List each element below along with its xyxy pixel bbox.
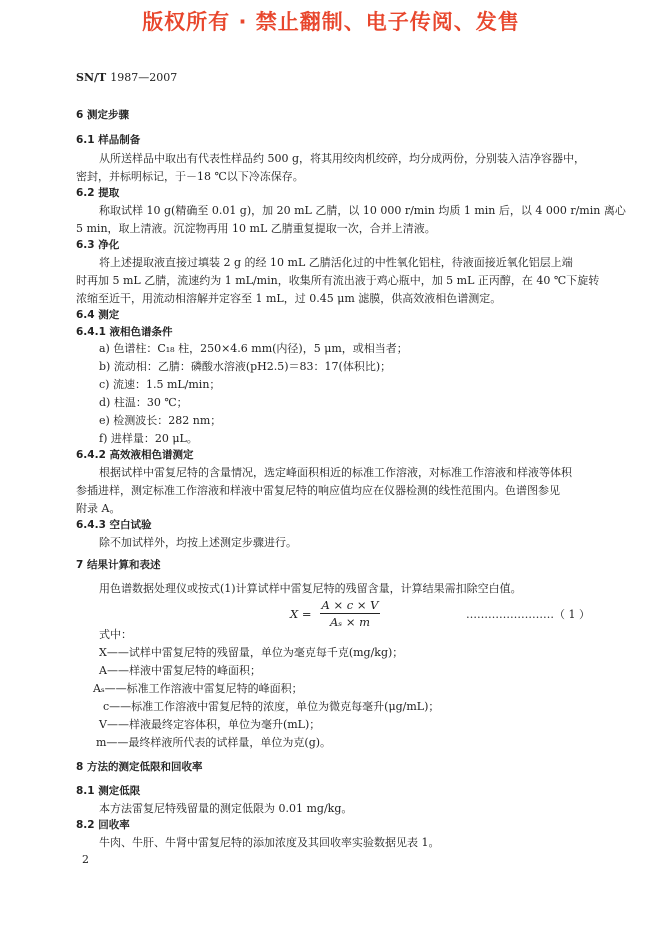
fraction-bar (320, 613, 380, 614)
paragraph-line: 将上述提取液直接过填装 2 g 的经 10 mL 乙腈活化过的中性氧化铝柱，待液面接近氧化铝层上端 (99, 256, 573, 269)
standard-prefix: SN/T (76, 71, 107, 84)
heading-6-4-2: 6.4.2 高效液相色谱测定 (76, 449, 194, 461)
standard-code (76, 71, 177, 84)
paragraph-line: 浓缩至近干，用流动相溶解并定容至 1 mL，过 0.45 μm 滤膜，供高效液相色谱测定。 (76, 292, 502, 305)
heading-6-1: 6.1 样品制备 (76, 134, 141, 146)
heading-6-4: 6.4 测定 (76, 309, 120, 321)
paragraph-line: 用色谱数据处理仪或按式(1)计算试样中雷复尼特的残留含量，计算结果需扣除空白值。 (99, 582, 522, 595)
heading-6-2: 6.2 提取 (76, 187, 120, 199)
heading-8-2: 8.2 回收率 (76, 819, 130, 831)
heading-7: 7 结果计算和表述 (76, 559, 161, 571)
paragraph-line: 本方法雷复尼特残留量的测定低限为 0.01 mg/kg。 (99, 802, 353, 815)
standard-year: 1987—2007 (110, 71, 178, 84)
heading-8-1: 8.1 测定低限 (76, 785, 141, 797)
variable-definition: X——试样中雷复尼特的残留量，单位为毫克每千克(mg/kg)； (99, 646, 404, 659)
heading-6: 6 测定步骤 (76, 109, 129, 121)
heading-6-4-1: 6.4.1 液相色谱条件 (76, 326, 173, 338)
paragraph-line: 称取试样 10 g(精确至 0.01 g)，加 20 mL 乙腈，以 10 000 r/min 均质 1 min 后，以 4 000 r/min 离心 (99, 204, 626, 217)
variable-definition: c——标准工作溶液中雷复尼特的浓度，单位为微克每毫升(μg/mL)； (103, 700, 440, 713)
paragraph-line: 密封，并标明标记，于－18 ℃以下冷冻保存。 (76, 170, 304, 183)
heading-8: 8 方法的测定低限和回收率 (76, 761, 203, 773)
formula-1 (290, 598, 400, 630)
list-item: a) 色谱柱：C₁₈ 柱，250×4.6 mm(内径)，5 μm，或相当者； (99, 342, 408, 355)
variable-definition: A——样液中雷复尼特的峰面积； (99, 664, 261, 677)
paragraph-line: 参插进样，测定标准工作溶液和样液中雷复尼特的响应值均应在仪器检测的线性范围内。色谱图参见 (76, 484, 560, 497)
equation-number: ……………………（ 1 ） (466, 608, 590, 621)
watermark-banner: 版权所有 · 禁止翻制、电子传阅、发售 (142, 10, 520, 34)
list-item: d) 柱温：30 ℃； (99, 396, 188, 409)
formula-lhs: X = (290, 607, 312, 621)
variable-definition: m——最终样液所代表的试样量，单位为克(g)。 (96, 736, 332, 749)
formula-denominator: Aₛ × m (329, 615, 371, 629)
list-item: e) 检测波长：282 nm； (99, 414, 222, 427)
list-item: f) 进样量：20 μL。 (99, 432, 198, 445)
variable-definition: V——样液最终定容体积，单位为毫升(mL)； (99, 718, 321, 731)
heading-6-4-3: 6.4.3 空白试验 (76, 519, 152, 531)
paragraph-line: 从所送样品中取出有代表性样品约 500 g，将其用绞肉机绞碎，均分成两份，分别装入洁净容器中， (99, 152, 586, 165)
heading-6-3: 6.3 净化 (76, 239, 120, 251)
variable-definition: Aₛ——标准工作溶液中雷复尼特的峰面积； (93, 682, 303, 695)
list-item: b) 流动相：乙腈：磷酸水溶液(pH2.5)＝83：17(体积比)； (99, 360, 392, 373)
paragraph-line: 根据试样中雷复尼特的含量情况，选定峰面积相近的标准工作溶液，对标准工作溶液和样液等体积 (99, 466, 572, 479)
page-number: 2 (82, 853, 89, 866)
where-label: 式中： (99, 628, 132, 641)
paragraph-line: 牛肉、牛肝、牛肾中雷复尼特的添加浓度及其回收率实验数据见表 1。 (99, 836, 440, 849)
paragraph-line: 5 min，取上清液。沉淀物再用 10 mL 乙腈重复提取一次，合并上清液。 (76, 222, 436, 235)
paragraph-line: 时再加 5 mL 乙腈，流速约为 1 mL/min，收集所有流出液于鸡心瓶中，加 5 mL 正丙醇，在 40 ℃下旋转 (76, 274, 600, 287)
paragraph-line: 除不加试样外，均按上述测定步骤进行。 (99, 536, 297, 549)
list-item: c) 流速：1.5 mL/min； (99, 378, 221, 391)
formula-numerator: A × c × V (321, 598, 379, 612)
paragraph-line: 附录 A。 (76, 502, 121, 515)
